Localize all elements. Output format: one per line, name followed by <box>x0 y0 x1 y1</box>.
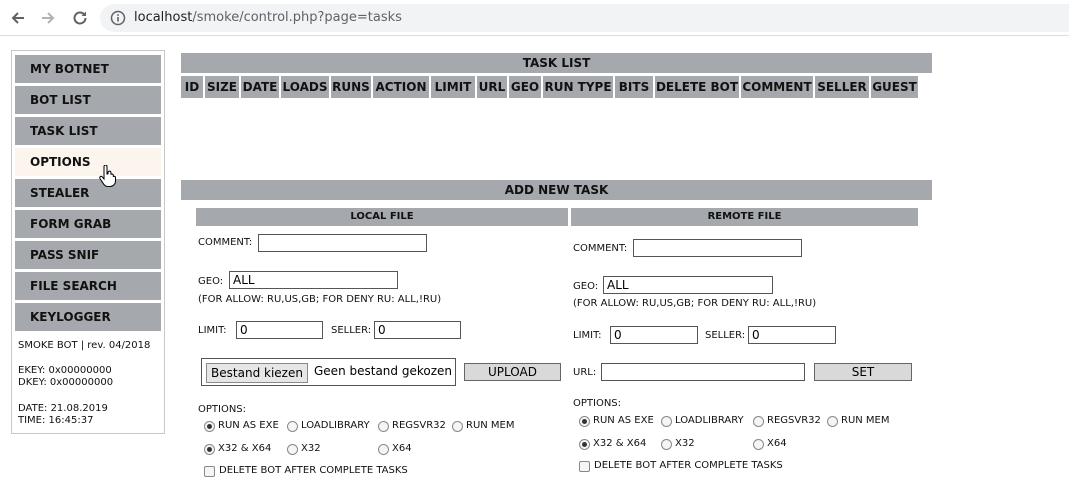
sidebar-item-file-search[interactable]: FILE SEARCH <box>15 272 161 300</box>
local-bits-label: X32 <box>301 443 321 454</box>
column-header: URL <box>477 76 507 98</box>
local-loadlibrary-radio[interactable] <box>287 421 298 432</box>
set-button[interactable]: SET <box>814 363 912 381</box>
remote-loadlibrary-radio[interactable] <box>661 416 672 427</box>
remote-delete-bot-checkbox[interactable] <box>579 461 590 472</box>
column-header: LOADS <box>281 76 329 98</box>
arrow-left-icon <box>9 9 27 27</box>
column-header: GUEST <box>871 76 918 98</box>
local-regsvr32-radio[interactable] <box>378 421 389 432</box>
address-bar[interactable] <box>100 4 1069 32</box>
local-seller-label: SELLER: <box>331 325 372 336</box>
browser-toolbar <box>0 0 1069 36</box>
column-header: LIMIT <box>431 76 475 98</box>
column-header: COMMENT <box>741 76 813 98</box>
local-bits-label: X32 & X64 <box>218 443 272 454</box>
local-comment-label: COMMENT: <box>198 237 253 248</box>
remote-run-type-label: RUN AS EXE <box>593 415 654 426</box>
local-run-type-label: RUN MEM <box>466 420 515 431</box>
remote-run-as-exe-radio[interactable] <box>579 416 590 427</box>
date-text: DATE: 21.08.2019 <box>18 403 108 414</box>
local-file-title: LOCAL FILE <box>196 208 568 226</box>
forward-button[interactable] <box>36 6 60 30</box>
add-task-title: ADD NEW TASK <box>181 180 932 200</box>
remote-limit-label: LIMIT: <box>573 330 602 341</box>
remote-bits-label: X32 & X64 <box>593 438 647 449</box>
sidebar-item-my-botnet[interactable]: MY BOTNET <box>15 55 161 83</box>
remote-delete-bot-label: DELETE BOT AFTER COMPLETE TASKS <box>594 460 783 471</box>
remote-seller-input[interactable] <box>748 326 836 344</box>
remote-comment-label: COMMENT: <box>573 243 628 254</box>
local-options-label: OPTIONS: <box>198 404 247 415</box>
file-status-text: Geen bestand gekozen <box>314 364 452 378</box>
local-run-as-exe-radio[interactable] <box>204 421 215 432</box>
remote-run-type-label: REGSVR32 <box>767 415 821 426</box>
info-icon <box>110 10 126 26</box>
local-geo-input[interactable] <box>229 271 398 289</box>
sidebar-item-options[interactable]: OPTIONS <box>15 148 161 176</box>
remote-options-label: OPTIONS: <box>573 398 622 409</box>
local-geo-hint: (FOR ALLOW: RU,US,GB; FOR DENY RU: ALL,!RU) <box>198 294 442 305</box>
local-run-type-label: REGSVR32 <box>392 420 446 431</box>
sidebar-item-form-grab[interactable]: FORM GRAB <box>15 210 161 238</box>
sidebar-item-bot-list[interactable]: BOT LIST <box>15 86 161 114</box>
remote-file-title: REMOTE FILE <box>571 208 918 226</box>
remote-url-input[interactable] <box>601 363 805 381</box>
remote-x64-radio[interactable] <box>753 439 764 450</box>
remote-x32-radio[interactable] <box>661 439 672 450</box>
remote-geo-label: GEO: <box>573 281 599 292</box>
local-run-type-label: RUN AS EXE <box>218 420 279 431</box>
back-button[interactable] <box>6 6 30 30</box>
local-x32-x64-radio[interactable] <box>204 444 215 455</box>
time-text: TIME: 16:45:37 <box>18 415 94 426</box>
column-header: RUNS <box>331 76 371 98</box>
sidebar <box>11 50 165 434</box>
local-seller-input[interactable] <box>374 321 461 339</box>
sidebar-item-stealer[interactable]: STEALER <box>15 179 161 207</box>
column-header: BITS <box>615 76 653 98</box>
local-file-picker[interactable] <box>201 358 456 386</box>
reload-icon <box>71 9 89 27</box>
local-delete-bot-checkbox[interactable] <box>204 466 215 477</box>
remote-seller-label: SELLER: <box>705 330 746 341</box>
local-limit-label: LIMIT: <box>198 325 227 336</box>
ekey-text: EKEY: 0x00000000 <box>18 365 112 376</box>
remote-geo-hint: (FOR ALLOW: RU,US,GB; FOR DENY RU: ALL,!RU) <box>573 298 817 309</box>
remote-regsvr32-radio[interactable] <box>753 416 764 427</box>
remote-x32-x64-radio[interactable] <box>579 439 590 450</box>
local-run-mem-radio[interactable] <box>452 421 463 432</box>
remote-geo-input[interactable] <box>603 276 773 294</box>
column-header: DELETE BOT <box>655 76 739 98</box>
column-header: RUN TYPE <box>543 76 613 98</box>
remote-comment-input[interactable] <box>633 239 802 257</box>
column-header: ID <box>181 76 203 98</box>
arrow-right-icon <box>39 9 57 27</box>
remote-limit-input[interactable] <box>610 326 698 344</box>
remote-bits-label: X32 <box>675 438 695 449</box>
local-bits-label: X64 <box>392 443 412 454</box>
column-header: GEO <box>509 76 541 98</box>
column-header: DATE <box>241 76 279 98</box>
remote-url-label: URL: <box>573 367 597 378</box>
local-comment-input[interactable] <box>258 234 427 252</box>
sidebar-item-task-list[interactable]: TASK LIST <box>15 117 161 145</box>
local-x64-radio[interactable] <box>378 444 389 455</box>
local-limit-input[interactable] <box>236 321 323 339</box>
local-run-type-label: LOADLIBRARY <box>301 420 370 431</box>
choose-file-button[interactable]: Bestand kiezen <box>206 363 308 383</box>
url-host: localhost <box>134 10 193 25</box>
local-x32-radio[interactable] <box>287 444 298 455</box>
column-header: SIZE <box>205 76 239 98</box>
dkey-text: DKEY: 0x00000000 <box>18 377 114 388</box>
hand-cursor-icon <box>99 165 117 187</box>
reload-button[interactable] <box>68 6 92 30</box>
sidebar-item-keylogger[interactable]: KEYLOGGER <box>15 303 161 331</box>
sidebar-item-pass-snif[interactable]: PASS SNIF <box>15 241 161 269</box>
version-text: SMOKE BOT | rev. 04/2018 <box>18 340 151 351</box>
local-geo-label: GEO: <box>198 276 224 287</box>
task-list-header <box>181 76 918 98</box>
remote-run-type-label: LOADLIBRARY <box>675 415 744 426</box>
remote-bits-label: X64 <box>767 438 787 449</box>
upload-button[interactable]: UPLOAD <box>464 363 561 381</box>
column-header: SELLER <box>815 76 869 98</box>
url-path: /smoke/control.php?page=tasks <box>192 10 402 25</box>
local-delete-bot-label: DELETE BOT AFTER COMPLETE TASKS <box>219 465 408 476</box>
remote-run-type-label: RUN MEM <box>841 415 890 426</box>
remote-run-mem-radio[interactable] <box>827 416 838 427</box>
url-text <box>134 10 402 25</box>
column-header: ACTION <box>373 76 429 98</box>
task-list-title: TASK LIST <box>181 53 932 73</box>
